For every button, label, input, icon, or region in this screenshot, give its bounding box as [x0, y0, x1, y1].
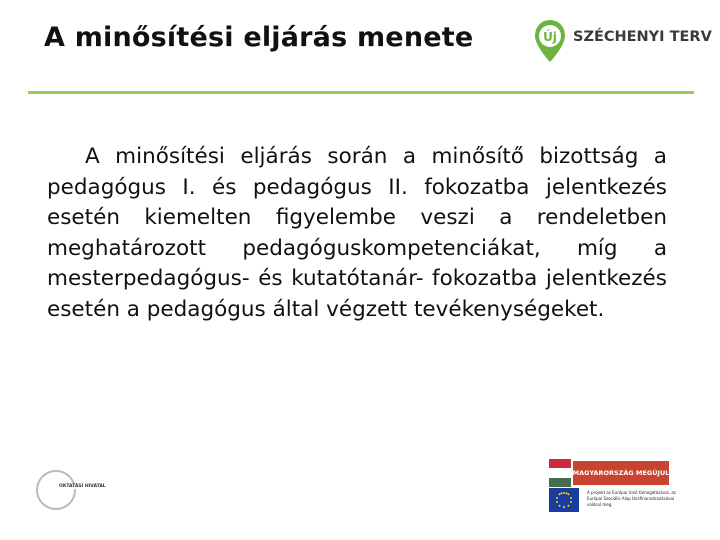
oktatasi-hivatal-logo — [36, 470, 116, 510]
header-divider — [28, 91, 694, 94]
map-pin-icon — [533, 18, 567, 66]
banner-strip: MAGYARORSZÁG MEGÚJUL — [573, 461, 669, 485]
page-title: A minősítési eljárás menete — [44, 22, 474, 53]
logo-pin-text: Új — [543, 30, 557, 44]
eu-support-notice — [549, 488, 679, 516]
body-paragraph: A minősítési eljárás során a minősítő bizottság a pedagógus I. és pedagógus II. fokozatba jelentkezés esetén kiemelten figyelembe veszi a rendeletben meghatározott pedagóguskompetenciákat, míg a mesterpedagógus- és kutatótanár- fokozatba jelentkezés esetén a pedagógus által végzett tevékenységeket. — [47, 144, 667, 322]
circle-logo-icon — [36, 470, 76, 510]
eu-support-text: A projekt az Európai Unió támogatásával, az Európai Szociális Alap társfinanszírozásával valósul meg. — [587, 490, 676, 507]
eu-flag-icon — [549, 488, 579, 512]
hungarian-flag-icon — [549, 459, 571, 487]
main-content — [47, 142, 667, 325]
szechenyi-terv-logo — [533, 16, 712, 68]
logo-brand-text: SZÉCHENYI TERV — [573, 29, 712, 45]
magyarorszag-megujul-banner — [549, 459, 669, 487]
oktatasi-hivatal-label: OKTATÁSI HIVATAL — [59, 484, 106, 489]
